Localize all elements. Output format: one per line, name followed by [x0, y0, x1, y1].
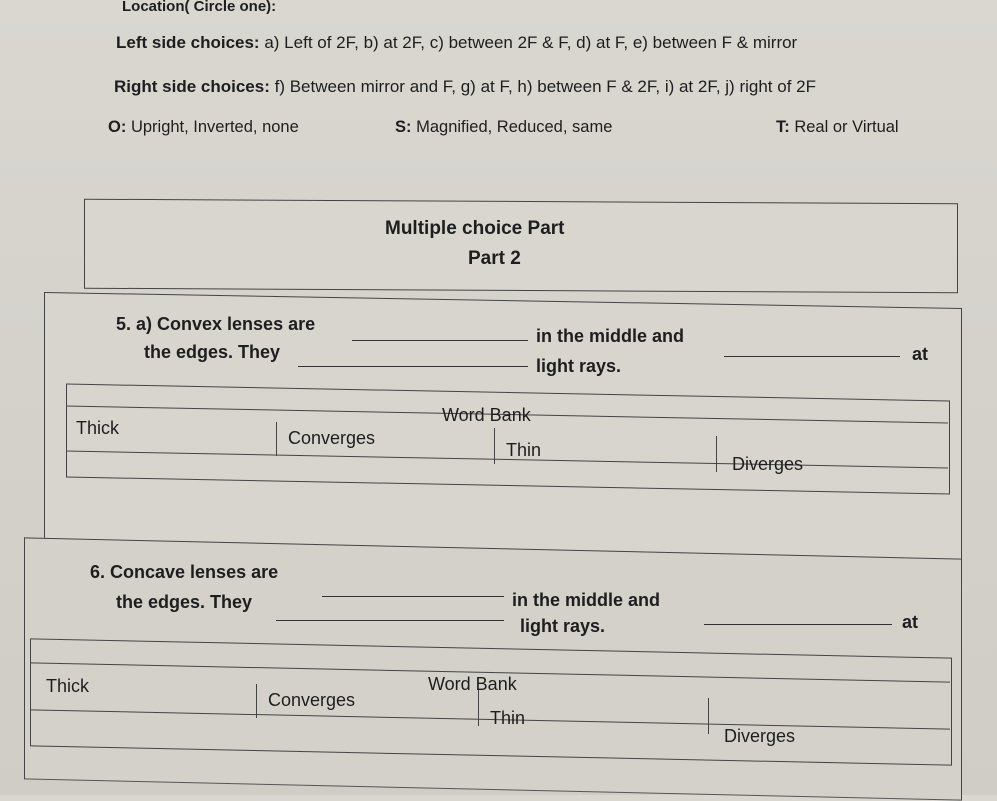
q5-word-thin: Thin	[506, 440, 542, 460]
left-side-text: a) Left of 2F, b) at 2F, c) between 2F & F, d) at F, e) between F & mirror	[264, 33, 798, 52]
size-choices	[395, 118, 612, 137]
q5-text-end: light rays.	[536, 356, 622, 376]
orientation-text: Upright, Inverted, none	[130, 118, 299, 136]
size-text: Magnified, Reduced, same	[416, 118, 613, 136]
type-label: T:	[776, 118, 790, 136]
right-side-text: f) Between mirror and F, g) at F, h) between F & 2F, i) at 2F, j) right of 2F	[274, 77, 816, 96]
right-side-label: Right side choices:	[114, 77, 270, 96]
q6-text-start: 6. Concave lenses are	[90, 562, 279, 582]
section-part: Part 2	[468, 248, 521, 269]
left-side-label: Left side choices:	[116, 33, 260, 52]
q6-text-middle: in the middle and	[512, 590, 661, 610]
orientation-choices	[108, 118, 299, 137]
section-title: Multiple choice Part	[385, 218, 565, 239]
q6-word-thick: Thick	[46, 676, 90, 696]
section-title-box	[84, 199, 958, 294]
q6-blank-3[interactable]	[276, 620, 504, 621]
q5-text-middle: in the middle and	[536, 326, 685, 346]
q5-word-thick: Thick	[76, 418, 120, 438]
q5-blank-2[interactable]	[724, 356, 900, 357]
q5-cell-divider-3	[716, 436, 717, 472]
q5-word-diverges: Diverges	[732, 454, 804, 474]
q5-text-edges: the edges. They	[144, 342, 281, 362]
right-side-choices	[114, 77, 816, 97]
q6-cell-divider-3	[708, 698, 709, 734]
q5-text-start: 5. a) Convex lenses are	[116, 314, 316, 334]
location-heading: Location( Circle one):	[122, 0, 277, 15]
q5-cell-divider-2	[494, 428, 495, 464]
q6-blank-2[interactable]	[704, 624, 892, 625]
size-label: S:	[395, 118, 412, 136]
q5-text-at: at	[912, 344, 929, 364]
q6-word-bank-title: Word Bank	[428, 674, 517, 694]
q6-text-end: light rays.	[520, 616, 606, 636]
q6-word-converges: Converges	[268, 690, 356, 710]
q5-word-bank-title: Word Bank	[442, 405, 531, 425]
q6-cell-divider-2	[478, 690, 479, 726]
q6-cell-divider-1	[256, 684, 257, 718]
q6-text-edges: the edges. They	[116, 592, 253, 612]
q6-text-at: at	[902, 612, 919, 632]
q6-word-diverges: Diverges	[724, 726, 796, 746]
q6-word-thin: Thin	[490, 708, 526, 728]
orientation-label: O:	[108, 118, 127, 136]
type-text: Real or Virtual	[794, 118, 899, 136]
q5-cell-divider-1	[276, 422, 277, 456]
q5-blank-1[interactable]	[352, 340, 528, 341]
type-choices	[776, 118, 899, 137]
q6-blank-1[interactable]	[322, 596, 504, 597]
q5-word-converges: Converges	[288, 428, 376, 448]
q5-blank-3[interactable]	[298, 366, 528, 367]
left-side-choices	[116, 33, 797, 53]
